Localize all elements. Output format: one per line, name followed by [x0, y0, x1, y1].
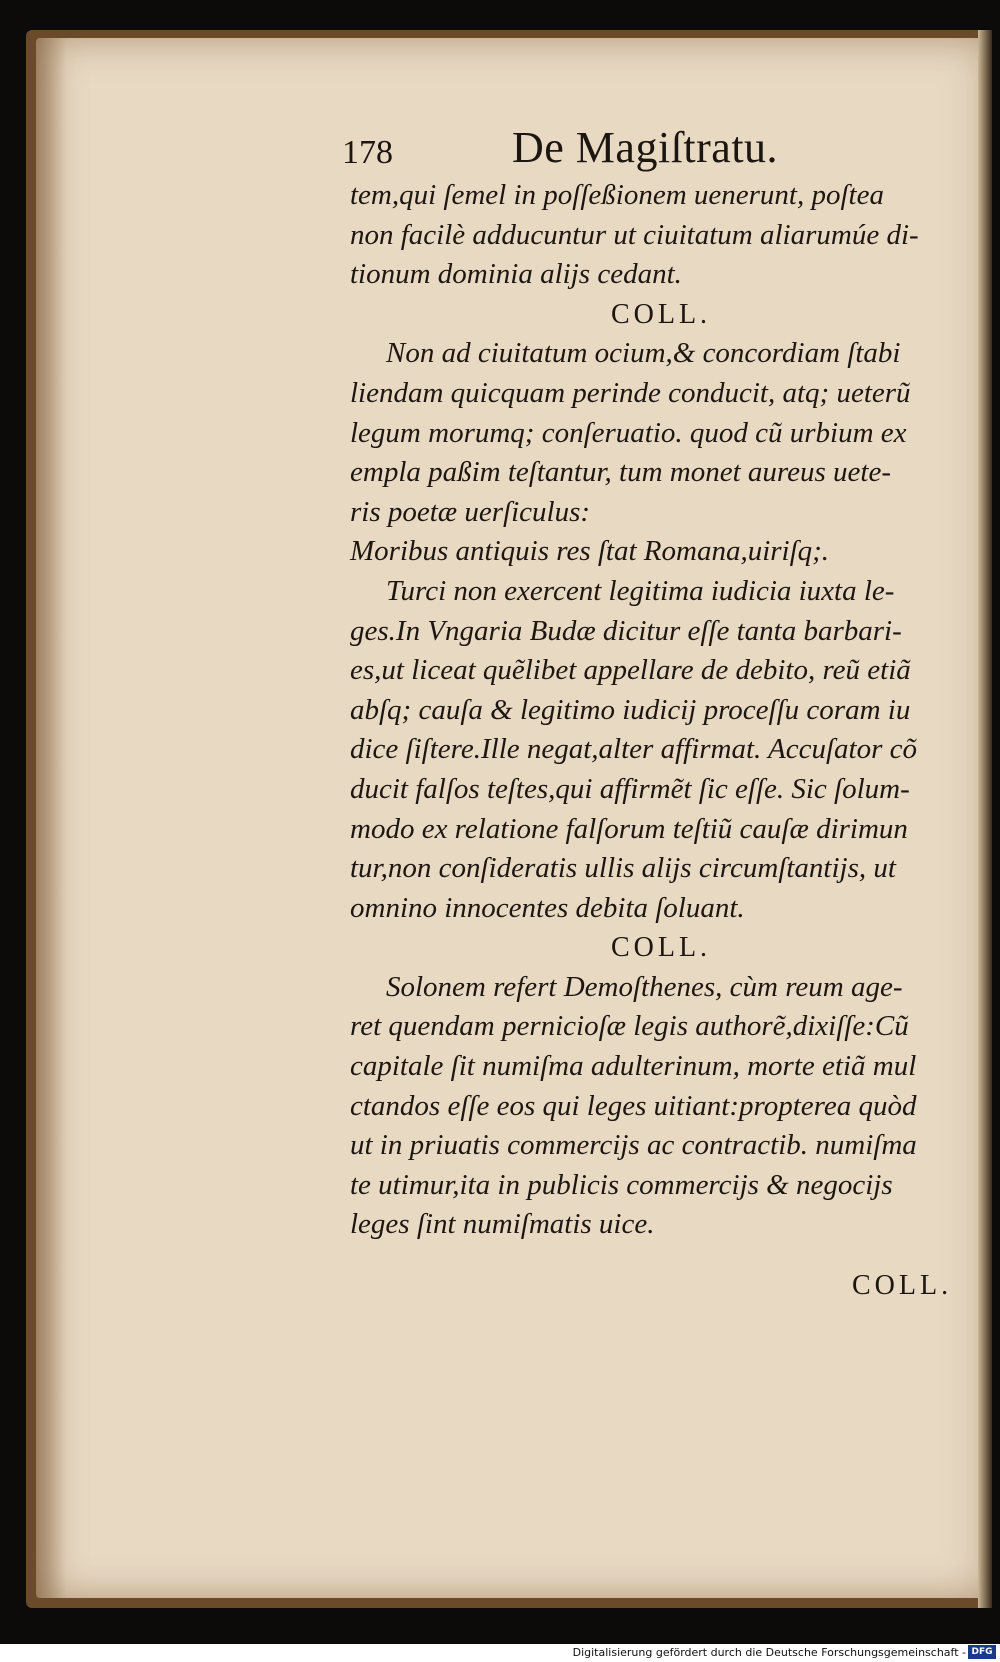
- page-number: 178: [342, 134, 393, 171]
- text-line: tur,non conſideratis ullis alijs circumſtantijs, ut: [350, 852, 896, 885]
- page-right-edge: [978, 30, 992, 1608]
- text-line: tem,qui ſemel in poſſeßionem uenerunt, poſtea: [350, 179, 884, 211]
- text-line: ctandos eſſe eos qui leges uitiant:propterea quòd: [350, 1089, 917, 1122]
- page-header: [342, 120, 982, 180]
- text-line: te utimur,ita in publicis commercijs & negocijs: [350, 1168, 893, 1201]
- text-line: Moribus antiquis res ſtat Romana,uiriſq;.: [350, 535, 830, 568]
- running-title: De Magiſtratu.: [512, 123, 779, 172]
- text-line: liendam quicquam perinde conducit, atq; ueterũ: [350, 376, 911, 409]
- text-line: dice ſiſtere.Ille negat,alter affirmat. Accuſator cõ: [350, 733, 917, 766]
- text-line: capitale ſit numiſma adulterinum, morte etiã mul: [350, 1050, 917, 1083]
- text-line: omnino innocentes debita ſoluant.: [350, 891, 745, 924]
- text-line: abſq; cauſa & legitimo iudicij proceſſu coram iu: [350, 693, 911, 726]
- digitization-credit: Digitalisierung gefördert durch die Deutsche Forschungsgemeinschaft -: [572, 1646, 966, 1659]
- text-line: leges ſint numiſmatis uice.: [350, 1208, 655, 1241]
- text-line: Solonem refert Demoſthenes, cùm reum age-: [386, 970, 903, 1003]
- text-line: ret quendam pernicioſæ legis authorẽ,dixiſſe:Cũ: [350, 1010, 909, 1043]
- text-line: ris poetæ uerſiculus:: [350, 495, 591, 528]
- text-line: modo ex relatione falſorum teſtiũ cauſæ dirimun: [350, 812, 908, 845]
- text-line: non facilè adducuntur ut ciuitatum aliarumúe di-: [350, 218, 919, 251]
- text-line: ducit falſos teſtes,qui affirmẽt ſic eſſe. Sic ſolum-: [350, 772, 910, 805]
- dfg-logo: DFG: [968, 1645, 996, 1659]
- text-line: ges.In Vngaria Budæ dicitur eſſe tanta barbari-: [350, 614, 902, 647]
- spine-shadow: [36, 38, 66, 1598]
- text-line: legum morumq; conſeruatio. quod cũ urbium ex: [350, 416, 907, 449]
- catchword: COLL.: [852, 1270, 953, 1301]
- text-line: Non ad ciuitatum ocium,& concordiam ſtabi: [386, 337, 901, 370]
- text-line: es,ut liceat quẽlibet appellare de debito, reũ etiã: [350, 654, 911, 687]
- text-line: tionum dominia alijs cedant.: [350, 258, 682, 291]
- section-heading: COLL.: [610, 932, 712, 964]
- text-line: empla paßim teſtantur, tum monet aureus uete-: [350, 456, 891, 489]
- text-line: Turci non exercent legitima iudicia iuxta le-: [386, 574, 895, 607]
- text-line: ut in priuatis commercijs ac contractib. numiſma: [350, 1129, 917, 1162]
- body-text: [350, 176, 972, 1245]
- section-heading: COLL.: [610, 298, 712, 330]
